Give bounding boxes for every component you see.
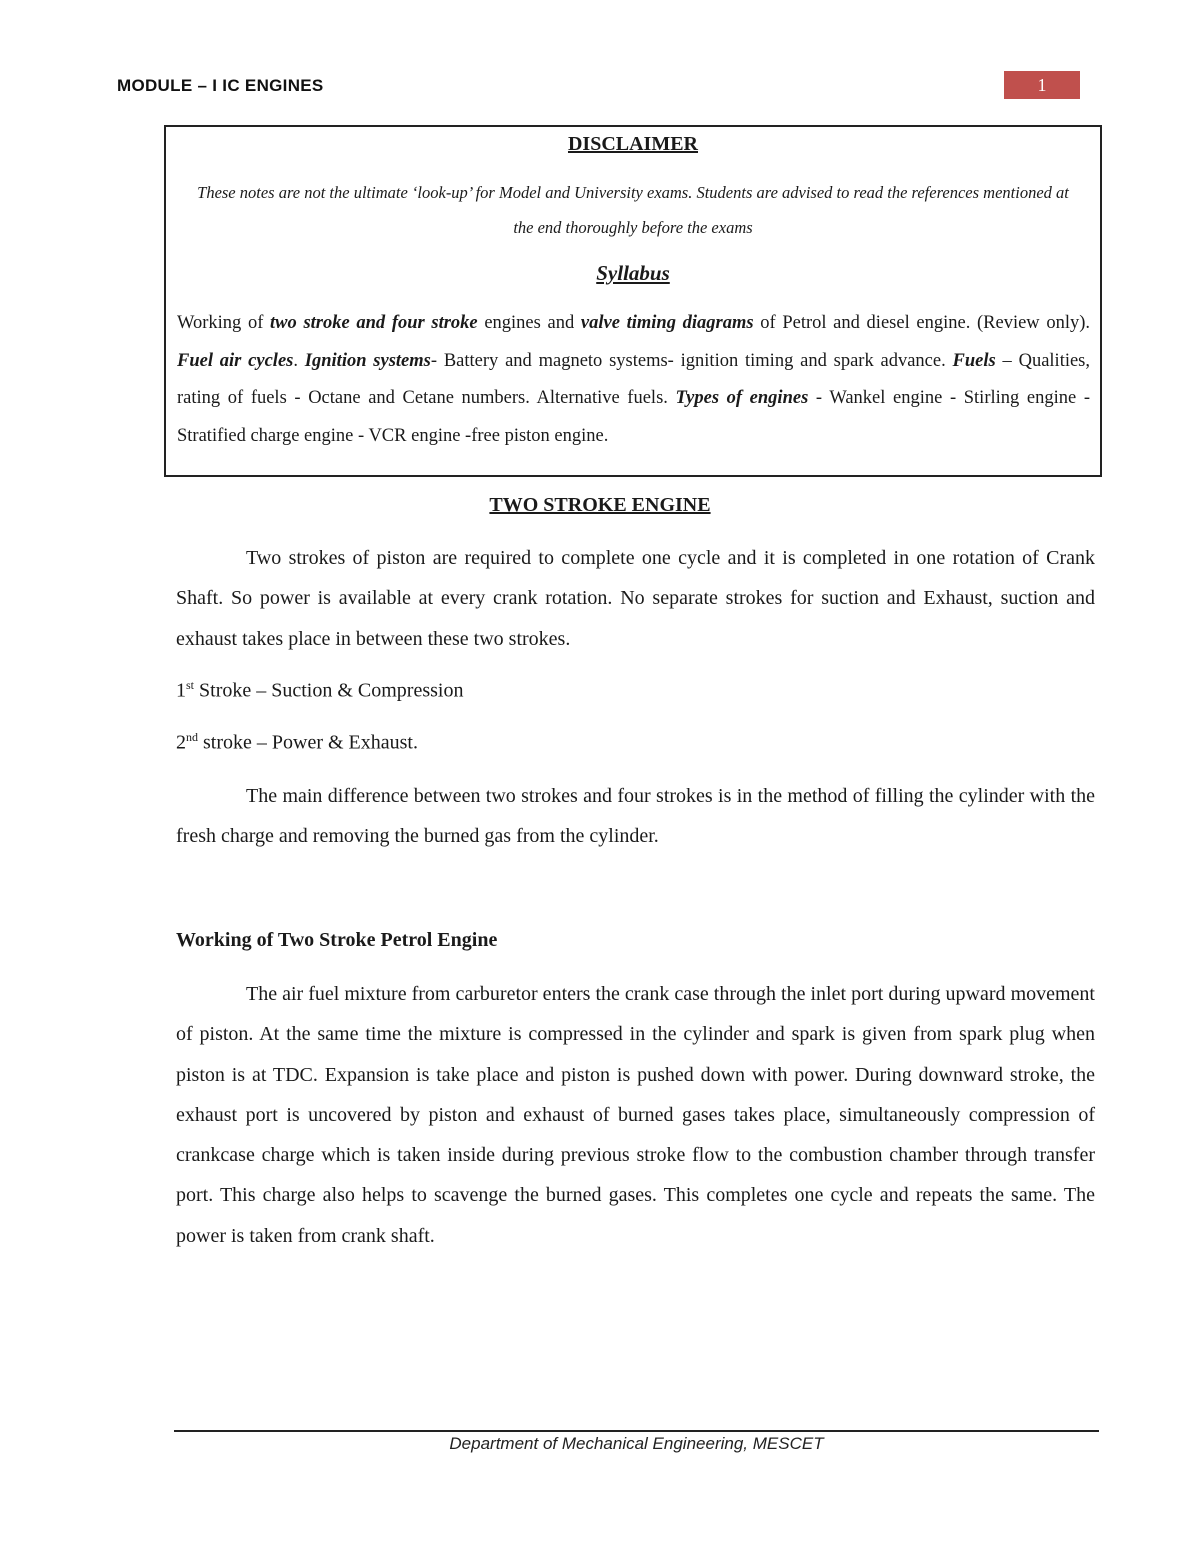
disclaimer-box — [164, 125, 1102, 477]
syllabus-emphasis: Ignition systems — [304, 350, 431, 371]
syllabus-part: – Qualities, rating of fuels - Octane and Cetane numbers. Alternative fuels. — [177, 350, 1091, 408]
syllabus-heading: Syllabus — [596, 261, 670, 285]
syllabus-part: - Wankel engine - Stirling engine - Stratified charge engine - VCR engine -free piston engine. — [177, 388, 1090, 446]
petrol-engine-heading: Working of Two Stroke Petrol Engine — [176, 929, 498, 951]
stroke-2-text: stroke – Power & Exhaust. — [198, 731, 418, 754]
syllabus-emphasis: Fuel air cycles — [177, 350, 294, 371]
syllabus-part: Working of — [177, 313, 271, 333]
stroke-2-line — [176, 730, 418, 755]
page-number-badge: 1 — [1004, 71, 1080, 99]
stroke-1-ordinal: st — [186, 678, 195, 692]
footer-divider — [174, 1430, 1099, 1432]
syllabus-part: . — [293, 350, 305, 371]
section-title: TWO STROKE ENGINE — [489, 494, 711, 516]
syllabus-text — [177, 305, 1090, 455]
disclaimer-text: These notes are not the ultimate ‘look-up’ for Model and University exams. Students are advised to read the references mentioned at the end thoroughly before the exams — [197, 183, 1069, 237]
syllabus-emphasis: valve timing diagrams — [580, 313, 754, 333]
difference-paragraph: The main difference between two strokes and four strokes is in the method of filling the cylinder with the fresh charge and removing the burned gas from the cylinder. — [176, 785, 1095, 848]
intro-paragraph: Two strokes of piston are required to complete one cycle and it is completed in one rotation of Crank Shaft. So power is available at every crank rotation. No separate strokes for suction and Exhaust, suction and exhaust takes place in between these two strokes. — [176, 547, 1095, 650]
stroke-2-number: 2 — [176, 731, 186, 754]
syllabus-part: - Battery and magneto systems- ignition timing and spark advance. — [430, 350, 953, 371]
syllabus-part: of Petrol and diesel engine. (Review only). — [753, 313, 1091, 333]
stroke-2-ordinal: nd — [186, 730, 198, 744]
syllabus-emphasis: Types of engines — [675, 388, 809, 408]
syllabus-emphasis: two stroke and four stroke — [270, 313, 478, 333]
stroke-1-text: Stroke – Suction & Compression — [194, 679, 464, 702]
stroke-1-line — [176, 678, 463, 703]
disclaimer-heading: DISCLAIMER — [567, 133, 699, 155]
stroke-1-number: 1 — [176, 679, 186, 702]
syllabus-emphasis: Fuels — [952, 350, 996, 371]
petrol-engine-paragraph: The air fuel mixture from carburetor enters the crank case through the inlet port during upward movement of piston. At the same time the mixture is compressed in the cylinder and spark is given from spark plug when piston is at TDC. Expansion is take place and piston is pushed down with power. During downward stroke, the exhaust port is uncovered by piston and exhaust of burned gases takes place, simultaneously compression of crankcase charge which is taken inside during previous stroke flow to the combustion chamber through transfer port. This charge also helps to scavenge the burned gases. This completes one cycle and repeats the same. The power is taken from crank shaft. — [176, 983, 1095, 1247]
syllabus-part: engines and — [477, 313, 581, 333]
module-title: MODULE – I IC ENGINES — [117, 76, 324, 95]
footer-text: Department of Mechanical Engineering, MESCET — [449, 1434, 824, 1453]
